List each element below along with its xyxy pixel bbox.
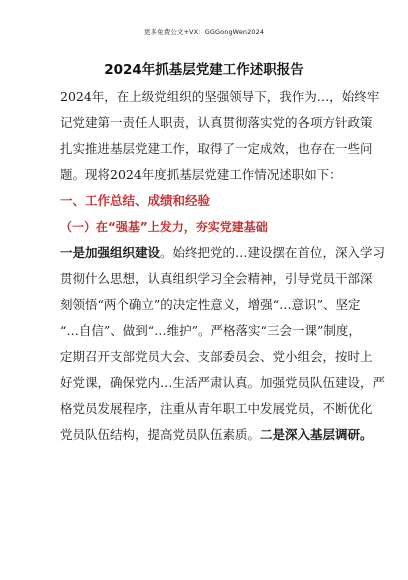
paragraph-line: 定期召开支部党员大会、支部委员会、党小组会，按时上 [60,349,373,364]
paragraph-lead: 一是加强组织建设 [60,245,161,260]
paragraph-line: “…自信”、做到“…维护”。严格落实“三会一课”制度， [60,323,361,338]
paragraph-line: 刻领悟“两个确立”的决定性意义，增强“…意识”、坚定 [60,297,361,312]
section-heading: 一、工作总结、成绩和经验 [60,193,211,208]
document-title: 2024年抓基层党建工作述职报告 [104,62,304,78]
paragraph-text: 。始终把党的…建设摆在首位，深入学习 [160,245,386,260]
intro-line: 2024年，在上级党组织的坚强领导下，我作为…，始终牢 [60,89,380,104]
header-note: 更多免费公文+VX：GGGongWen2024 [143,28,265,36]
paragraph-line [60,240,386,266]
document-body [60,84,386,448]
paragraph-bold-lead: 二是深入基层调研。 [260,427,373,442]
paragraph-line: 好党课，确保党内…生活严肃认真。加强党员队伍建设，严 [60,375,386,390]
paragraph-line: 贯彻什么思想，认真组织学习全会精神，引导党员干部深 [60,271,373,286]
intro-line: 题。现将2024年度抓基层党建工作情况述职如下： [60,167,342,182]
paragraph-line: 格党员发展程序，注重从青年职工中发展党员，不断优化 [60,401,373,416]
intro-line: 记党建第一责任人职责，认真贯彻落实党的各项方针政策 [60,115,373,130]
paragraph-line [60,422,373,448]
paragraph-text: 党员队伍结构，提高党员队伍素质。 [60,427,261,442]
subsection-heading: （一）在“强基”上发力，夯实党建基础 [60,220,268,234]
intro-line: 扎实推进基层党建工作，取得了一定成效，也存在一些问 [60,141,373,156]
